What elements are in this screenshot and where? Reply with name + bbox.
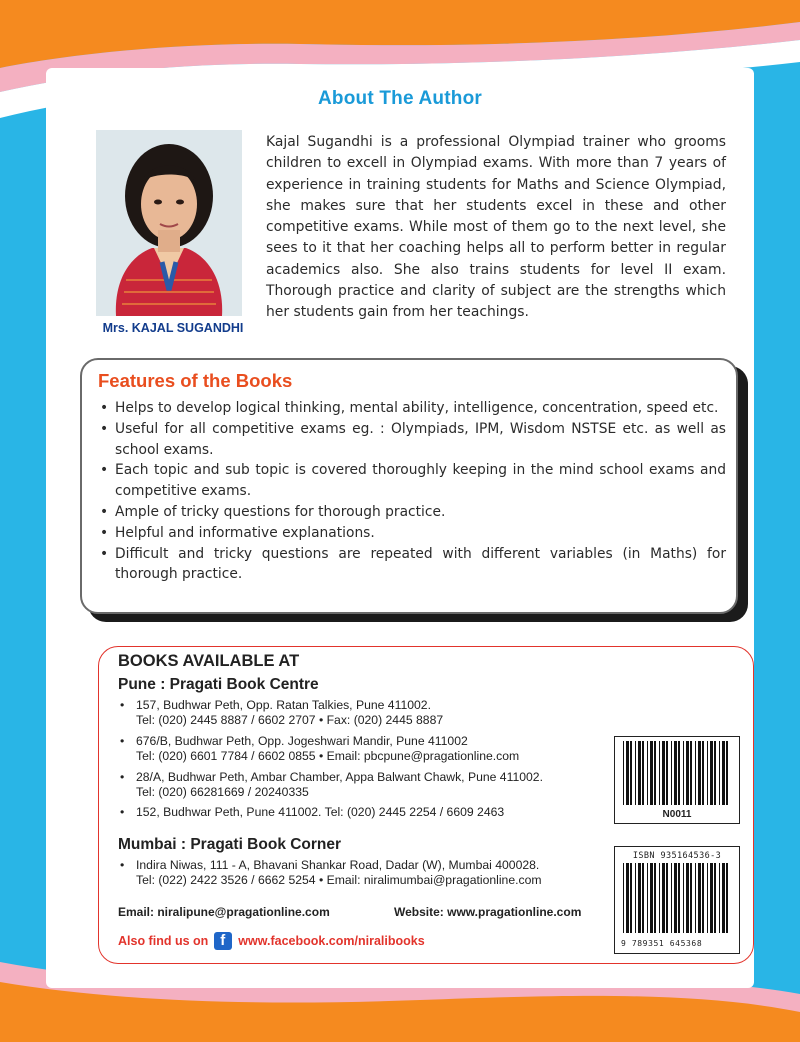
address-item <box>118 805 588 820</box>
barcode-bar <box>690 741 692 805</box>
barcode-bar <box>702 741 704 805</box>
pune-heading: Pune : Pragati Book Centre <box>118 676 319 693</box>
barcode-bar <box>683 863 684 933</box>
address-line: • 676/B, Budhwar Peth, Opp. Jogeshwari Mandir, Pune 411002 <box>136 733 468 748</box>
address-phone: Tel: (022) 2422 3526 / 6662 5254 • Email: niralimumbai@pragationline.com <box>136 873 542 888</box>
pune-address-list <box>118 698 588 826</box>
address-line: • 157, Budhwar Peth, Opp. Ratan Talkies, Pune 411002. <box>136 698 431 712</box>
barcode-bar <box>707 863 708 933</box>
address-line: • 152, Budhwar Peth, Pune 411002. Tel: (020) 2445 2254 / 6609 2463 <box>136 805 505 820</box>
address-item <box>118 734 588 765</box>
barcode-bar <box>630 863 632 933</box>
barcode-bar <box>690 863 692 933</box>
address-item <box>118 858 588 889</box>
barcode-bar <box>686 863 689 933</box>
author-photo <box>96 130 242 316</box>
features-title: Features of the Books <box>98 370 293 391</box>
barcode-bar <box>714 863 716 933</box>
address-item <box>118 698 588 729</box>
barcode-bar <box>654 863 656 933</box>
address-phone: Tel: (020) 2445 8887 / 6602 2707 • Fax: (020) 2445 8887 <box>136 713 444 728</box>
feature-item: • Ample of tricky questions for thorough practice. <box>98 502 726 523</box>
barcode-bar <box>707 741 708 805</box>
mumbai-address-list <box>118 858 588 894</box>
product-code-barcode <box>614 736 740 824</box>
barcode-bar <box>719 863 720 933</box>
barcode-bar <box>710 863 713 933</box>
author-bio: Kajal Sugandhi is a professional Olympiad trainer who grooms children to excell in Olympiad exams. With more than 7 years of experience in training students for Maths and Science Olympiad, she makes sure that her students excel in these and other competitive exams. While most of them go to the next level, she sees to it that her coaching helps all to perform better in regular academics also. She also trains students for level II exam. Thorough practice and clarity of subject are the strengths which her students gain from her teachings. <box>266 134 726 321</box>
barcode-bar <box>654 741 656 805</box>
facebook-link[interactable]: www.facebook.com/niralibooks <box>238 934 425 948</box>
barcode-bar <box>647 741 648 805</box>
facebook-row <box>118 932 425 950</box>
barcode-bar <box>671 863 672 933</box>
barcode-bar <box>659 741 660 805</box>
address-line: • 28/A, Budhwar Peth, Ambar Chamber, Appa Balwant Chawk, Pune 411002. <box>136 769 543 784</box>
about-title: About The Author <box>318 88 482 109</box>
barcode-bar <box>686 741 689 805</box>
barcode-bar <box>650 863 653 933</box>
barcode-bar <box>666 863 668 933</box>
author-caption: Mrs. KAJAL SUGANDHI <box>102 321 244 335</box>
address-phone: Tel: (020) 66281669 / 20240335 <box>136 785 309 800</box>
barcode-bar <box>623 741 624 805</box>
mumbai-heading: Mumbai : Pragati Book Corner <box>118 836 342 853</box>
barcode-bar <box>623 863 624 933</box>
isbn-barcode-bars <box>615 863 739 939</box>
barcode-bar <box>630 741 632 805</box>
barcode-bar <box>642 741 644 805</box>
feature-item: • Helps to develop logical thinking, mental ability, intelligence, concentration, speed etc. <box>98 398 726 419</box>
features-list <box>98 398 726 585</box>
barcode-bar <box>698 863 701 933</box>
barcode-bar <box>638 863 641 933</box>
barcode-bar <box>674 741 677 805</box>
isbn-barcode <box>614 846 740 954</box>
barcode-bar <box>726 863 728 933</box>
barcode-bar <box>722 863 725 933</box>
address-phone: Tel: (020) 6601 7784 / 6602 0855 • Email: pbcpune@pragationline.com <box>136 749 520 764</box>
barcode-bar <box>695 741 696 805</box>
barcode-bar <box>635 741 636 805</box>
barcode-bar <box>719 741 720 805</box>
feature-item: • Helpful and informative explanations. <box>98 523 726 544</box>
barcode-bar <box>635 863 636 933</box>
barcode-bar <box>662 741 665 805</box>
barcode-bar <box>710 741 713 805</box>
barcode-bar <box>666 741 668 805</box>
barcode-bar <box>678 741 680 805</box>
barcode-bar <box>698 741 701 805</box>
product-code-label: N0011 <box>662 809 692 820</box>
barcode-bar <box>671 741 672 805</box>
availability-title: BOOKS AVAILABLE AT <box>118 652 300 670</box>
barcode-bar <box>678 863 680 933</box>
barcode-bar <box>722 741 725 805</box>
barcode-bar <box>714 741 716 805</box>
contact-email[interactable]: Email: niralipune@pragationline.com <box>118 905 330 919</box>
address-item <box>118 770 588 801</box>
barcode-bar <box>626 863 629 933</box>
address-line: • Indira Niwas, 111 - A, Bhavani Shankar Road, Dadar (W), Mumbai 400028. <box>136 858 540 872</box>
facebook-icon[interactable] <box>214 932 232 950</box>
barcode-bar <box>647 863 648 933</box>
barcode-bar <box>695 863 696 933</box>
facebook-prefix: Also find us on <box>118 934 209 948</box>
feature-item: • Useful for all competitive exams eg. : Olympiads, IPM, Wisdom NSTSE etc. as well as school exams. <box>98 419 726 461</box>
barcode-bar <box>650 741 653 805</box>
barcode-bar <box>659 863 660 933</box>
isbn-label: ISBN 935164536-3 <box>632 851 722 861</box>
barcode-bar <box>638 741 641 805</box>
barcode-bar <box>662 863 665 933</box>
barcode-bars <box>615 741 739 809</box>
feature-item: • Difficult and tricky questions are repeated with different variables (in Maths) for thorough practice. <box>98 544 726 586</box>
barcode-bar <box>683 741 684 805</box>
barcode-bar <box>626 741 629 805</box>
barcode-bar <box>674 863 677 933</box>
website-link[interactable]: Website: www.pragationline.com <box>394 905 582 919</box>
barcode-bar <box>702 863 704 933</box>
isbn-digits: 9 789351 645368 <box>621 939 703 948</box>
barcode-bar <box>642 863 644 933</box>
barcode-bar <box>726 741 728 805</box>
feature-item: • Each topic and sub topic is covered thoroughly keeping in the mind school exams and competitive exams. <box>98 460 726 502</box>
